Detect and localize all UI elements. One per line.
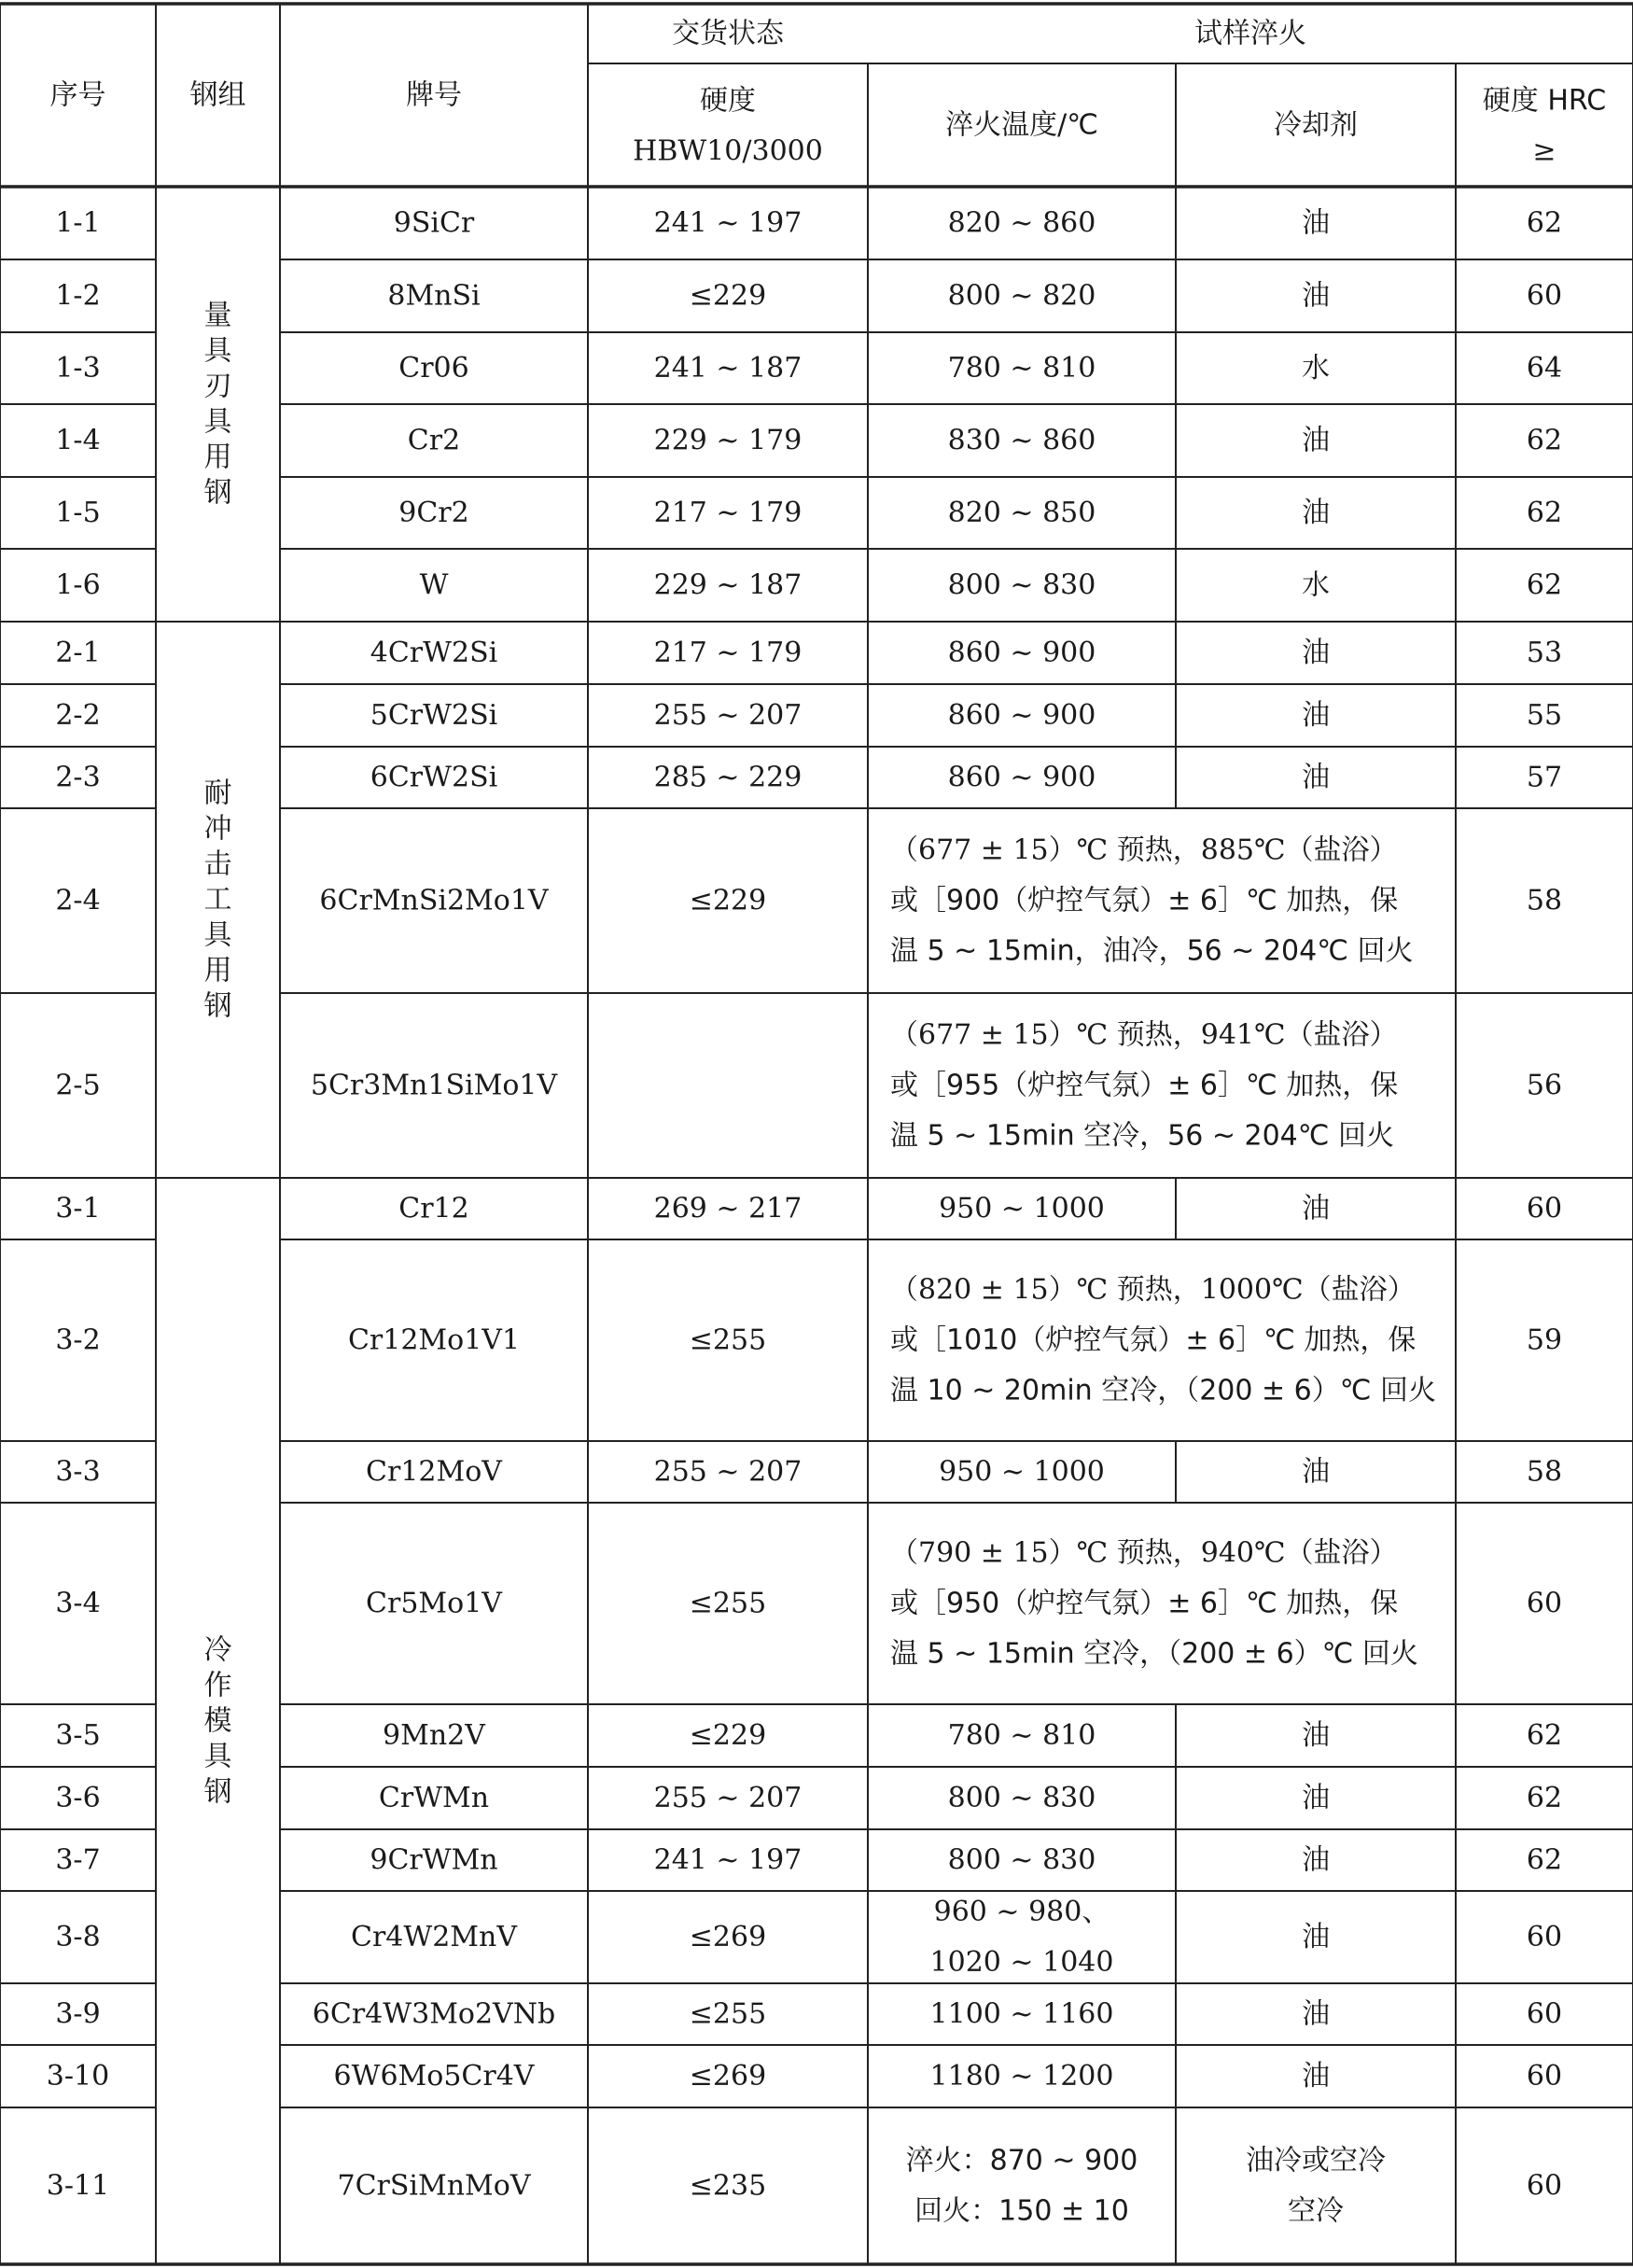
row-grade: W [419,568,449,602]
row-seq: 3-3 [55,1455,101,1489]
row-seq: 3-2 [55,1323,101,1357]
row-hbw: 269 ~ 217 [653,1192,803,1225]
row-seq: 1-3 [55,352,101,385]
row-process-line: 或［1010（炉控气氛）± 6］℃ 加热，保 [890,1323,1417,1357]
row-hrc: 62 [1526,1719,1563,1752]
row-coolant: 油 [1302,1843,1330,1877]
row-hrc: 60 [1526,1921,1563,1953]
row-quench-temp: 960 ~ 980、 [933,1896,1110,1928]
row-grade: 9Mn2V [383,1719,485,1752]
row-process-line: 或［955（炉控气氛）± 6］℃ 加热，保 [890,1069,1399,1102]
group-label-char: 具 [203,1740,232,1773]
row-quench-temp: 860 ~ 900 [947,699,1096,732]
group-label-char: 工 [203,883,232,917]
row-quench-temp: 1100 ~ 1160 [929,1997,1114,2031]
row-seq: 3-6 [55,1782,101,1814]
row-quench-temp: 回火：150 ± 10 [914,2194,1129,2228]
row-grade: Cr12Mo1V1 [347,1323,521,1357]
row-quench-temp: 780 ~ 810 [947,1719,1096,1752]
group-label-char: 用 [203,441,232,474]
row-quench-temp: 800 ~ 830 [947,1782,1096,1814]
group-label-char: 具 [203,918,232,952]
group-label-char: 具 [203,405,232,439]
row-coolant: 空冷 [1288,2194,1344,2228]
row-hbw: ≤235 [689,2169,767,2203]
row-process-line: （677 ± 15）℃ 预热，885℃（盐浴） [890,833,1398,867]
row-grade: CrWMn [378,1782,490,1814]
header-hardness-unit: HBW10/3000 [633,134,823,168]
group-label-char: 钢 [203,989,232,1023]
row-seq: 3-1 [55,1192,101,1225]
row-hbw: ≤255 [689,1323,767,1357]
row-hrc: 58 [1526,1455,1563,1489]
row-hbw: 241 ~ 187 [653,352,803,385]
row-hbw: 229 ~ 179 [653,424,803,457]
row-hrc: 62 [1526,1843,1563,1877]
row-hbw: 255 ~ 207 [653,1455,803,1489]
row-hrc: 60 [1526,2060,1563,2093]
row-hrc: 60 [1526,1192,1563,1225]
row-grade: 9Cr2 [398,497,469,529]
group-label-char: 量 [203,299,232,332]
row-coolant: 水 [1302,568,1330,602]
row-grade: Cr12MoV [366,1455,502,1489]
row-seq: 3-9 [55,1997,101,2031]
row-seq: 3-8 [55,1921,101,1953]
row-coolant: 油 [1302,497,1330,529]
header-hardness: 硬度 [700,84,756,118]
group-label-char: 具 [203,334,232,368]
row-coolant: 油 [1302,1997,1330,2031]
row-hrc: 60 [1526,1997,1563,2031]
row-hbw: 285 ~ 229 [653,761,803,794]
row-quench-temp: 820 ~ 850 [947,497,1096,529]
header-quench-temp: 淬火温度/℃ [945,108,1098,142]
header-delivery: 交货状态 [672,17,784,50]
row-grade: Cr5Mo1V [366,1587,502,1620]
row-hbw: ≤229 [689,1719,767,1752]
row-hbw: 217 ~ 179 [653,637,803,669]
row-quench-temp: 800 ~ 830 [947,1843,1096,1877]
row-quench-temp: 1020 ~ 1040 [929,1946,1114,1979]
row-coolant: 油 [1302,206,1330,240]
row-coolant: 水 [1302,352,1330,385]
row-coolant: 油 [1302,1192,1330,1225]
row-coolant: 油 [1302,1782,1330,1814]
row-grade: Cr4W2MnV [350,1921,518,1953]
row-coolant: 油 [1302,424,1330,457]
row-grade: 9CrWMn [370,1843,498,1877]
group-label-char: 刃 [203,370,232,403]
row-hrc: 55 [1526,699,1563,732]
group-label-char: 击 [203,847,232,881]
row-grade: 5CrW2Si [370,699,498,732]
group-label-char: 钢 [203,1775,232,1809]
row-seq: 3-10 [46,2060,110,2093]
row-seq: 3-5 [55,1719,101,1752]
row-process-line: 或［950（炉控气氛）± 6］℃ 加热，保 [890,1587,1399,1620]
row-grade: 6W6Mo5Cr4V [333,2060,535,2093]
row-process-line: （820 ± 15）℃ 预热，1000℃（盐浴） [890,1273,1416,1307]
row-hrc: 62 [1526,568,1563,602]
row-hrc: 62 [1526,497,1563,529]
row-hbw: 229 ~ 187 [653,568,803,602]
group-label-char: 钢 [203,476,232,510]
group-label-char: 用 [203,954,232,987]
row-quench-temp: 860 ~ 900 [947,761,1096,794]
row-grade: 4CrW2Si [370,637,498,669]
row-quench-temp: 860 ~ 900 [947,637,1096,669]
row-hrc: 62 [1526,206,1563,240]
header-group: 钢组 [189,78,246,112]
row-process-line: 温 5 ~ 15min 空冷，56 ~ 204℃ 回火 [890,1119,1394,1153]
row-quench-temp: 800 ~ 830 [947,568,1096,602]
group-label-char: 模 [203,1704,232,1738]
header-quench: 试样淬火 [1194,17,1306,50]
row-quench-temp: 830 ~ 860 [947,424,1096,457]
row-process-line: 或［900（炉控气氛）± 6］℃ 加热，保 [890,884,1399,917]
header-seq: 序号 [49,78,106,112]
row-grade: Cr2 [407,424,461,457]
row-hbw: ≤255 [689,1587,767,1620]
row-seq: 1-5 [55,497,101,529]
row-grade: 5Cr3Mn1SiMo1V [310,1069,558,1102]
row-seq: 1-4 [55,424,101,457]
group-label-char: 冲 [203,812,232,846]
row-quench-temp: 780 ~ 810 [947,352,1096,385]
row-grade: 9SiCr [393,206,475,240]
row-hrc: 57 [1526,761,1563,794]
row-seq: 3-4 [55,1587,101,1620]
row-hbw: 241 ~ 197 [653,1843,803,1877]
row-grade: 6CrW2Si [370,761,498,794]
row-process-line: 温 10 ~ 20min 空冷，（200 ± 6）℃ 回火 [890,1374,1436,1407]
row-coolant: 油冷或空冷 [1246,2144,1386,2177]
row-hbw: 255 ~ 207 [653,1782,803,1814]
row-hrc: 56 [1526,1069,1563,1102]
row-hrc: 60 [1526,2169,1563,2203]
row-hbw: 241 ~ 197 [653,206,803,240]
row-coolant: 油 [1302,761,1330,794]
row-coolant: 油 [1302,279,1330,313]
row-hbw: ≤255 [689,1997,767,2031]
row-grade: 7CrSiMnMoV [337,2169,531,2203]
header-hrc: 硬度 HRC [1482,84,1607,118]
row-grade: Cr06 [398,352,469,385]
row-quench-temp: 950 ~ 1000 [939,1192,1105,1225]
row-grade: 6CrMnSi2Mo1V [319,884,549,917]
row-hbw: ≤229 [689,279,767,313]
row-hrc: 64 [1526,352,1563,385]
row-seq: 2-4 [55,884,101,917]
header-coolant: 冷却剂 [1274,108,1358,142]
row-coolant: 油 [1302,699,1330,732]
row-hbw: ≤269 [689,1921,767,1953]
row-quench-temp: 淬火：870 ~ 900 [905,2144,1138,2177]
row-seq: 3-11 [46,2169,110,2203]
row-hrc: 59 [1526,1323,1563,1357]
row-coolant: 油 [1302,2060,1330,2093]
group-label-char: 作 [203,1669,232,1702]
header-hrc-min: ≥ [1532,134,1556,168]
row-coolant: 油 [1302,637,1330,669]
row-seq: 2-2 [55,699,101,732]
row-grade: 8MnSi [387,279,481,313]
row-process-line: （790 ± 15）℃ 预热，940℃（盐浴） [890,1536,1398,1570]
row-seq: 1-1 [55,206,101,240]
row-hrc: 58 [1526,884,1563,917]
row-hbw: ≤269 [689,2060,767,2093]
row-hrc: 62 [1526,424,1563,457]
row-coolant: 油 [1302,1719,1330,1752]
row-grade: Cr12 [398,1192,469,1225]
row-hbw: ≤229 [689,884,767,917]
row-coolant: 油 [1302,1455,1330,1489]
row-quench-temp: 800 ~ 820 [947,279,1096,313]
row-seq: 1-6 [55,568,101,602]
row-hbw: 217 ~ 179 [653,497,803,529]
row-process-line: （677 ± 15）℃ 预热，941℃（盐浴） [890,1018,1398,1052]
row-seq: 2-5 [55,1069,101,1102]
row-seq: 1-2 [55,279,101,313]
row-seq: 2-1 [55,637,101,669]
row-quench-temp: 820 ~ 860 [947,206,1096,240]
row-coolant: 油 [1302,1921,1330,1953]
row-hrc: 62 [1526,1782,1563,1814]
row-seq: 3-7 [55,1843,101,1877]
row-seq: 2-3 [55,761,101,794]
row-hrc: 60 [1526,1587,1563,1620]
group-label-char: 耐 [203,777,232,810]
group-label-char: 冷 [203,1633,232,1667]
row-process-line: 温 5 ~ 15min 空冷，（200 ± 6）℃ 回火 [890,1637,1418,1671]
row-hrc: 60 [1526,279,1563,313]
row-grade: 6Cr4W3Mo2VNb [312,1997,556,2031]
header-grade: 牌号 [406,78,462,112]
row-hrc: 53 [1526,637,1563,669]
row-process-line: 温 5 ~ 15min，油冷，56 ~ 204℃ 回火 [890,934,1414,968]
row-hbw: 255 ~ 207 [653,699,803,732]
row-quench-temp: 950 ~ 1000 [939,1455,1105,1489]
row-quench-temp: 1180 ~ 1200 [929,2060,1114,2093]
